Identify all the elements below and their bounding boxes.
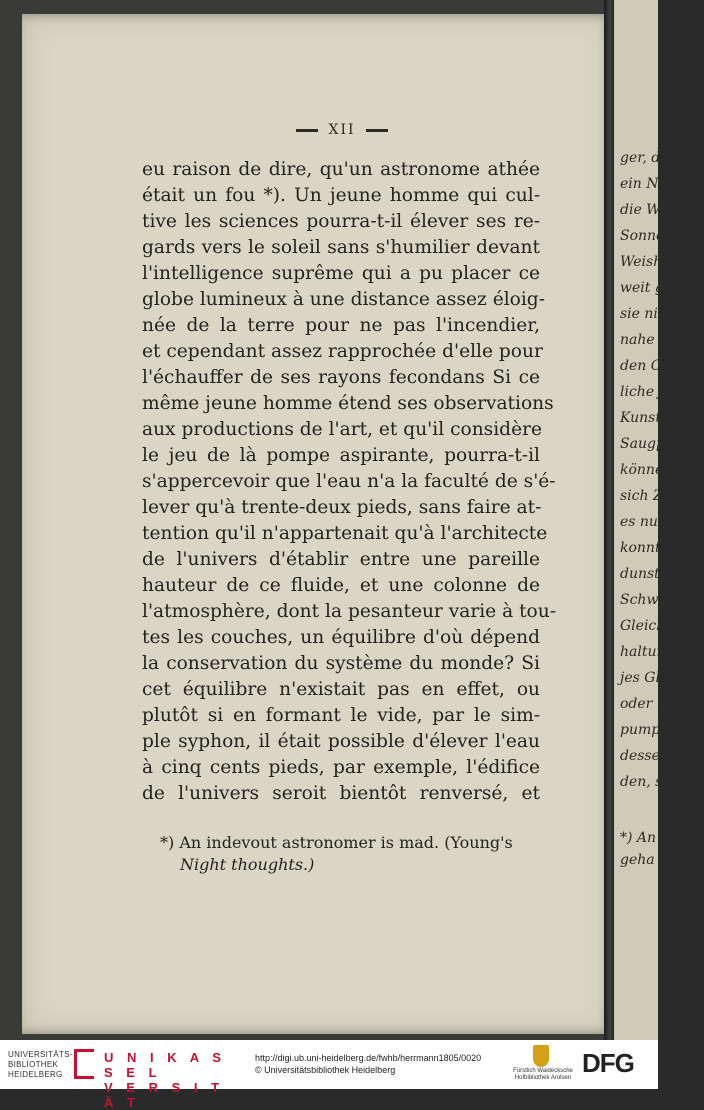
text-line: lever qu'à trente-deux pieds, sans faire at- bbox=[142, 497, 542, 518]
heidelberg-logo-line: HEIDELBERG bbox=[8, 1070, 63, 1079]
text-line: gards vers le soleil sans s'humilier devant bbox=[142, 237, 540, 258]
footnote-line-2: Night thoughts.) bbox=[180, 855, 315, 874]
page-number: XII bbox=[328, 122, 356, 138]
facing-page-fragment: es nur bbox=[620, 514, 665, 530]
text-line: globe lumineux à une distance assez éloig- bbox=[142, 289, 545, 310]
text-line: tive les sciences pourra-t-il élever ses re- bbox=[142, 211, 540, 232]
facing-page-fragment: geha bbox=[620, 852, 655, 868]
footnote bbox=[160, 832, 560, 876]
footer-bar bbox=[0, 1040, 658, 1110]
facing-page-fragment: Saugpu bbox=[620, 436, 674, 452]
facing-page-fragment: nahe bbox=[620, 332, 655, 348]
heidelberg-logo-line: UNIVERSITÄTS- bbox=[8, 1050, 73, 1059]
text-line: à cinq cents pieds, par exemple, l'édifice bbox=[142, 757, 540, 778]
heidelberg-logo-line: BIBLIOTHEK bbox=[8, 1060, 59, 1069]
crest-label: Fürstlich Waldecksche Hofbibliothek Arolsen bbox=[513, 1068, 573, 1081]
text-line: l'atmosphère, dont la pesanteur varie à tou- bbox=[142, 601, 556, 622]
text-line: l'échauffer de ses rayons fecondans Si ce bbox=[142, 367, 540, 388]
text-line: ple syphon, il était possible d'élever l'eau bbox=[142, 731, 540, 752]
text-line: tes les couches, un équilibre d'où dépend bbox=[142, 627, 540, 648]
facing-page-fragment: Schwe bbox=[620, 592, 667, 608]
facing-page-fragment: jes Glei bbox=[620, 670, 673, 686]
footnote-line-1: *) An indevout astronomer is mad. (Young's bbox=[160, 833, 513, 852]
text-line: hauteur de ce fluide, et une colonne de bbox=[142, 575, 540, 596]
facing-page-fragment: pumpe bbox=[620, 722, 669, 738]
permalink[interactable]: http://digi.ub.uni-heidelberg.de/fwhb/herrmann1805/0020 bbox=[255, 1053, 482, 1063]
text-line: était un fou *). Un jeune homme qui cul- bbox=[142, 185, 540, 206]
text-line: née de la terre pour ne pas l'incendier, bbox=[142, 315, 540, 336]
kassel-logo-mark-icon bbox=[74, 1049, 94, 1079]
text-line: la conservation du système du monde? Si bbox=[142, 653, 540, 674]
facing-page-fragment: dunst bbox=[620, 566, 660, 582]
text-line: tention qu'il n'appartenait qu'à l'architecte bbox=[142, 523, 548, 544]
facing-page-fragment: haltung bbox=[620, 644, 675, 660]
facing-page-fragment: den C bbox=[620, 358, 662, 374]
dfg-logo[interactable]: DFG bbox=[582, 1048, 634, 1078]
citation-block bbox=[255, 1052, 525, 1076]
facing-page-edge bbox=[614, 0, 704, 1040]
facing-page-fragment: ger, daß ein bbox=[620, 150, 704, 166]
facing-page-fragment: können, bbox=[620, 462, 677, 478]
text-line: plutôt si en formant le vide, par le sim- bbox=[142, 705, 540, 726]
kassel-logo-line-2: V E R S I T Ä T bbox=[104, 1080, 225, 1110]
left-dash bbox=[296, 129, 318, 132]
facing-page-fragment: Gleich bbox=[620, 618, 666, 634]
book-gutter bbox=[604, 0, 614, 1040]
waldeck-crest-icon bbox=[533, 1045, 549, 1067]
right-dash bbox=[366, 129, 388, 132]
facing-page-fragment: den, so bbox=[620, 774, 671, 790]
heidelberg-library-logo[interactable] bbox=[8, 1050, 78, 1080]
facing-page-fragment: oder m bbox=[620, 696, 671, 712]
facing-page-fragment: die Wiss bbox=[620, 202, 680, 218]
facing-page-fragment: Kunstpr bbox=[620, 410, 677, 426]
text-line: de l'univers d'établir entre une pareille bbox=[142, 549, 540, 570]
text-line: le jeu de là pompe aspirante, pourra-t-il bbox=[142, 445, 540, 466]
facing-page-fragment: *) An in bbox=[620, 830, 674, 846]
text-line: cet équilibre n'existait pas en effet, ou bbox=[142, 679, 540, 700]
facing-page-fragment: sie nicht bbox=[620, 306, 681, 322]
facing-page-fragment: sich Zu bbox=[620, 488, 672, 504]
body-text bbox=[142, 157, 556, 807]
text-line: aux productions de l'art, et qu'il considère bbox=[142, 419, 542, 440]
facing-page-fragment: konnt bbox=[620, 540, 661, 556]
facing-page-fragment: Sonne bbox=[620, 228, 665, 244]
running-head bbox=[262, 122, 422, 142]
facing-page-fragment: Weisheit bbox=[620, 254, 681, 270]
text-line: eu raison de dire, qu'un astronome athée bbox=[142, 159, 540, 180]
text-line: l'intelligence suprême qui a pu placer ce bbox=[142, 263, 540, 284]
facing-page-fragment: desselb bbox=[620, 748, 674, 764]
text-line: s'appercevoir que l'eau n'a la faculté de s'é- bbox=[142, 471, 556, 492]
text-line: de l'univers seroit bientôt renversé, et bbox=[142, 783, 540, 804]
kassel-logo[interactable] bbox=[104, 1050, 234, 1110]
text-line: même jeune homme étend ses observations bbox=[142, 393, 554, 414]
kassel-logo-line-1: U N I K A S S E L bbox=[104, 1050, 226, 1080]
facing-page-fragment: liche J bbox=[620, 384, 665, 400]
text-line: et cependant assez rapprochée d'elle pour bbox=[142, 341, 543, 362]
copyright-notice: © Universitätsbibliothek Heidelberg bbox=[255, 1065, 396, 1075]
facing-page-fragment: weit ge bbox=[620, 280, 673, 296]
facing-page-fragment: ein Narr bbox=[620, 176, 681, 192]
